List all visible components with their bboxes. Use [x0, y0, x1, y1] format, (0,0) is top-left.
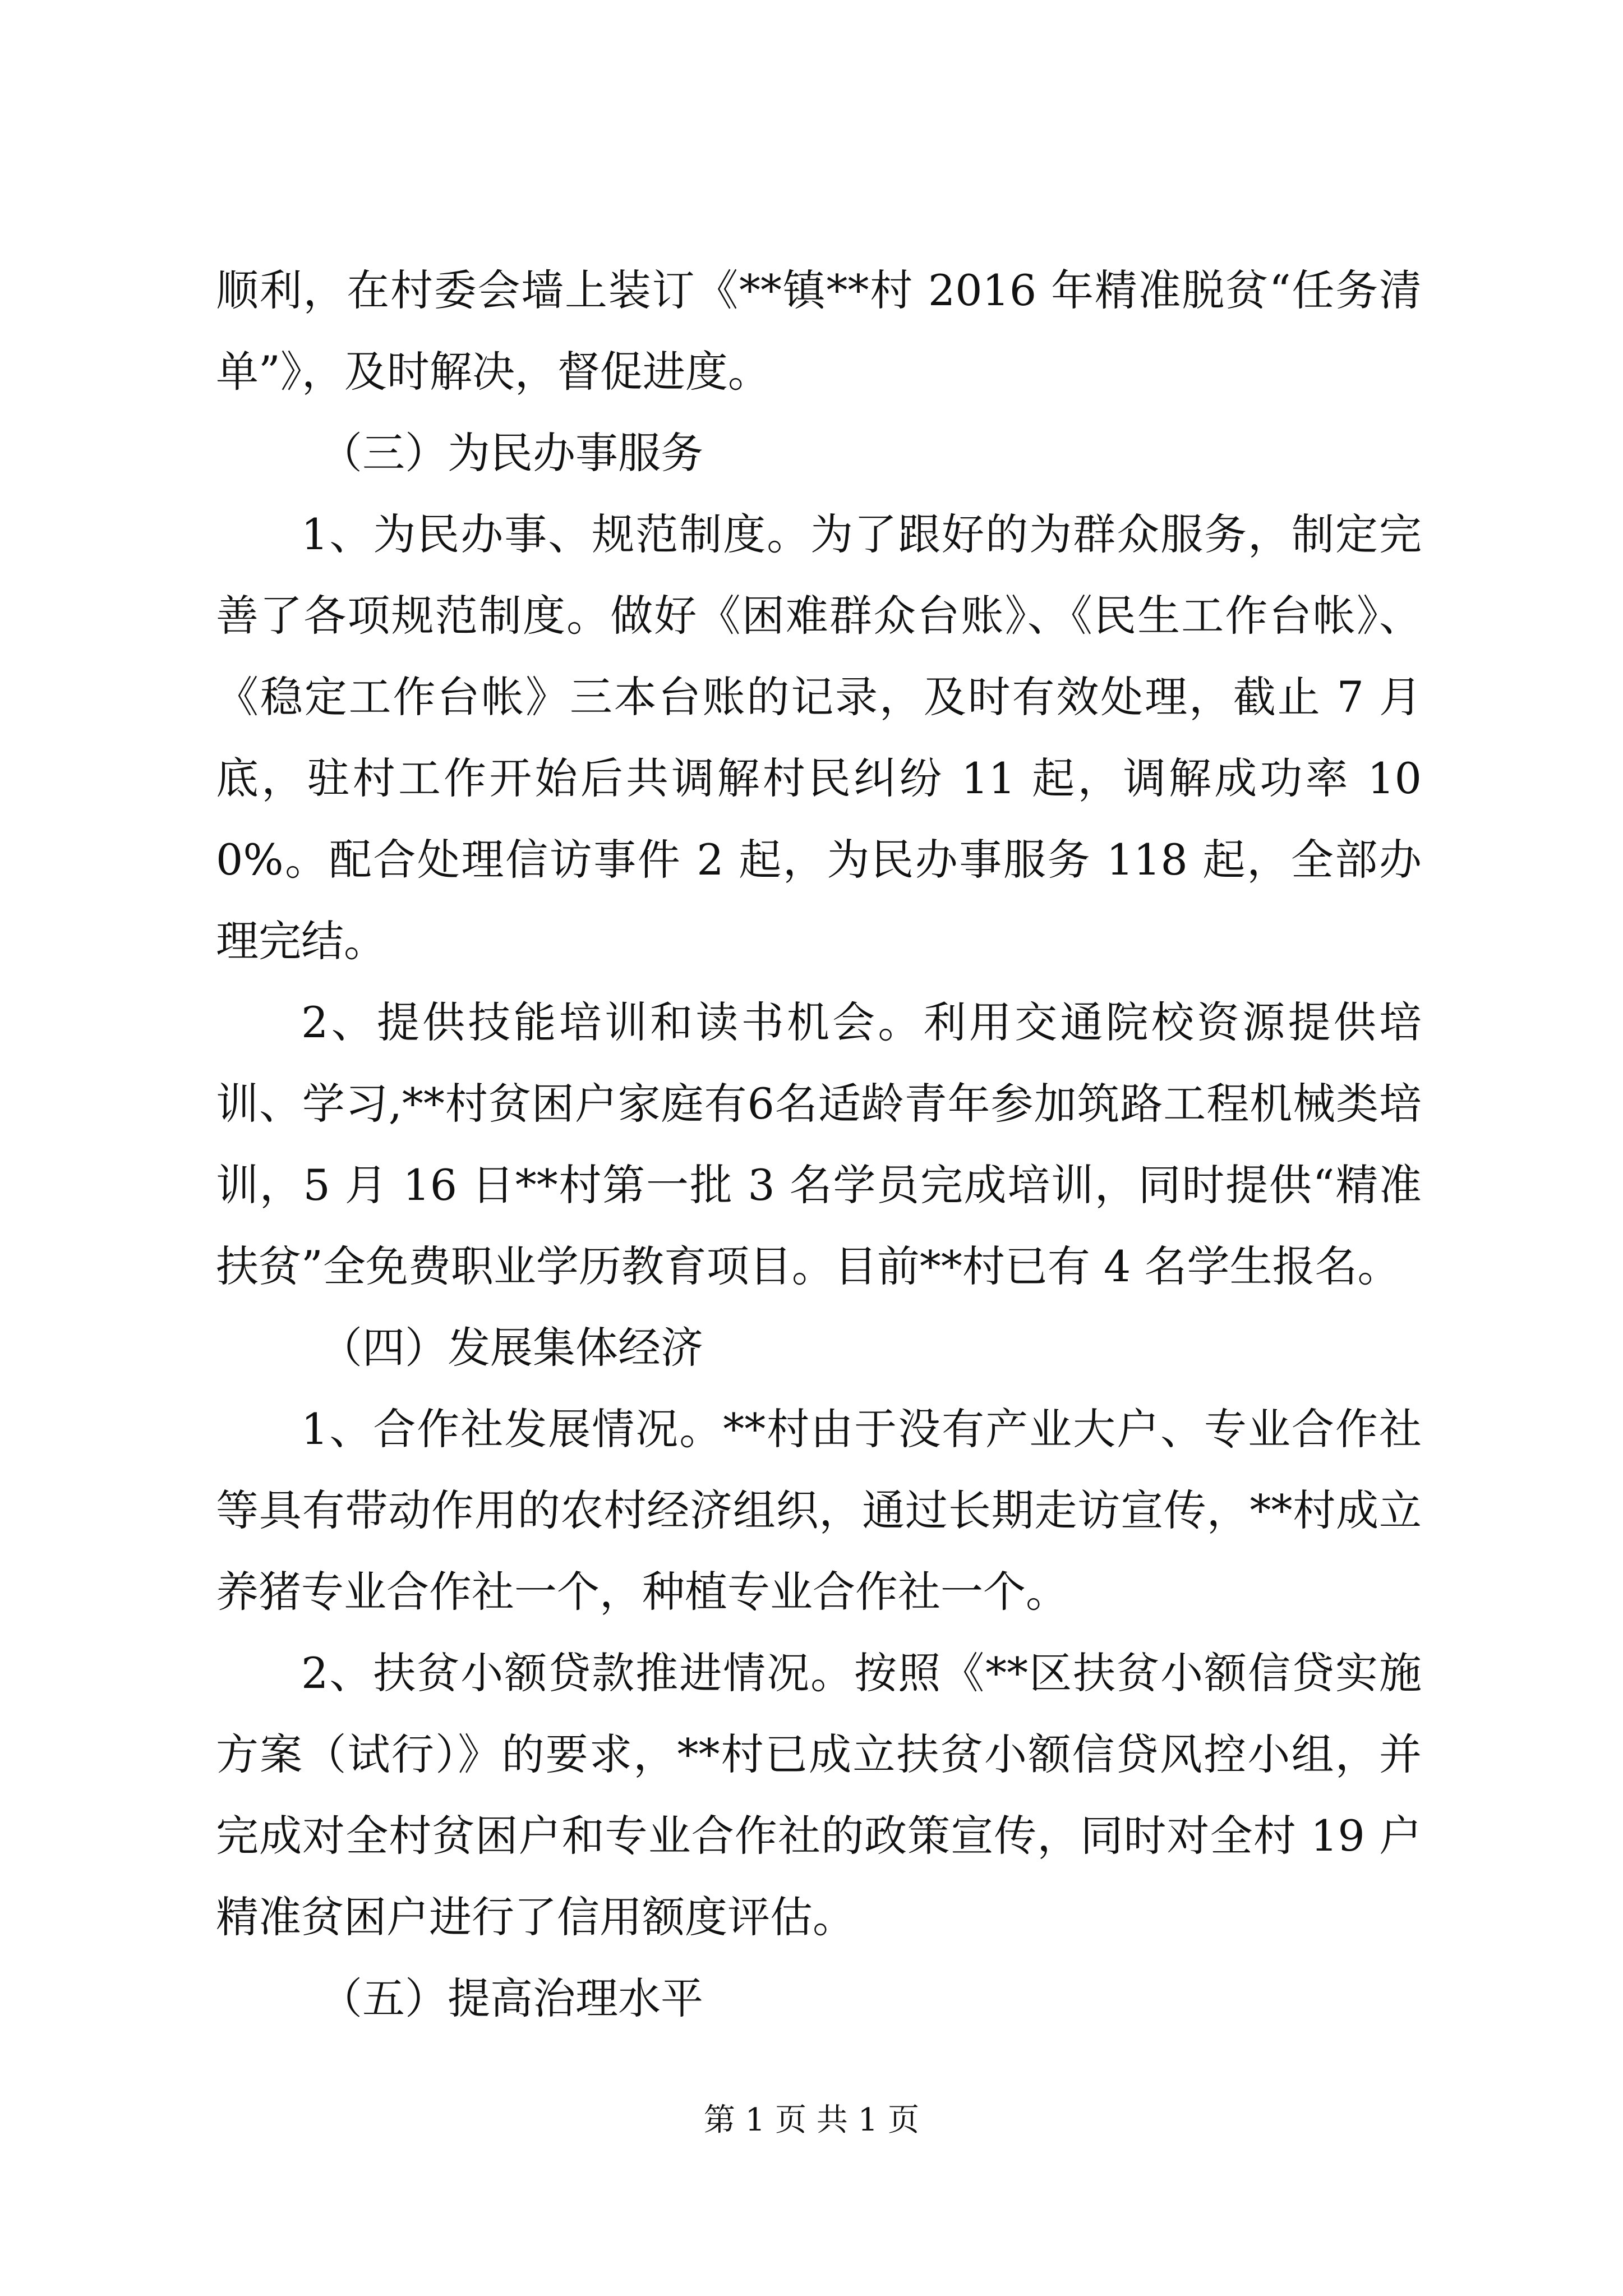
paragraph-cooperatives: 1、合作社发展情况。**村由于没有产业大户、专业合作社等具有带动作用的农村经济组织，通过长期走访宣传，**村成立养猪专业合作社一个，种植专业合作社一个。	[216, 1404, 1422, 1617]
paragraph-service-rules: 1、为民办事、规范制度。为了跟好的为群众服务，制定完善了各项规范制度。做好《困难群众台账》、《民生工作台帐》、《稳定工作台帐》三本台账的记录，及时有效处理，截止 7 月底，驻村工作开始后共调解村民纠纷 11 起，调解成功率 100%。配合处理信访事件 2 起，为民办事服务 118 起，全部办理完结。	[216, 509, 1422, 966]
section-heading-3: （三）为民办事服务	[320, 428, 703, 478]
paragraph-continuation: 顺利，在村委会墙上装订《**镇**村 2016 年精准脱贫“任务清单”》，及时解决，督促进度。	[216, 265, 1422, 397]
paragraph-microcredit: 2、扶贫小额贷款推进情况。按照《**区扶贫小额信贷实施方案（试行）》的要求，**村已成立扶贫小额信贷风控小组，并完成对全村贫困户和专业合作社的政策宣传，同时对全村 19 户精准贫困户进行了信用额度评估。	[216, 1648, 1422, 1942]
section-heading-5: （五）提高治理水平	[320, 1973, 703, 2023]
document-body	[216, 250, 1422, 2039]
paragraph-training: 2、提供技能培训和读书机会。利用交通院校资源提供培训、学习,**村贫困户家庭有6名适龄青年参加筑路工程机械类培训，5 月 16 日**村第一批 3 名学员完成培训，同时提供“精准扶贫”全免费职业学历教育项目。目前**村已有 4 名学生报名。	[216, 997, 1422, 1291]
section-heading-4: （四）发展集体经济	[320, 1323, 703, 1373]
page-footer: 第 1 页 共 1 页	[703, 2102, 920, 2138]
